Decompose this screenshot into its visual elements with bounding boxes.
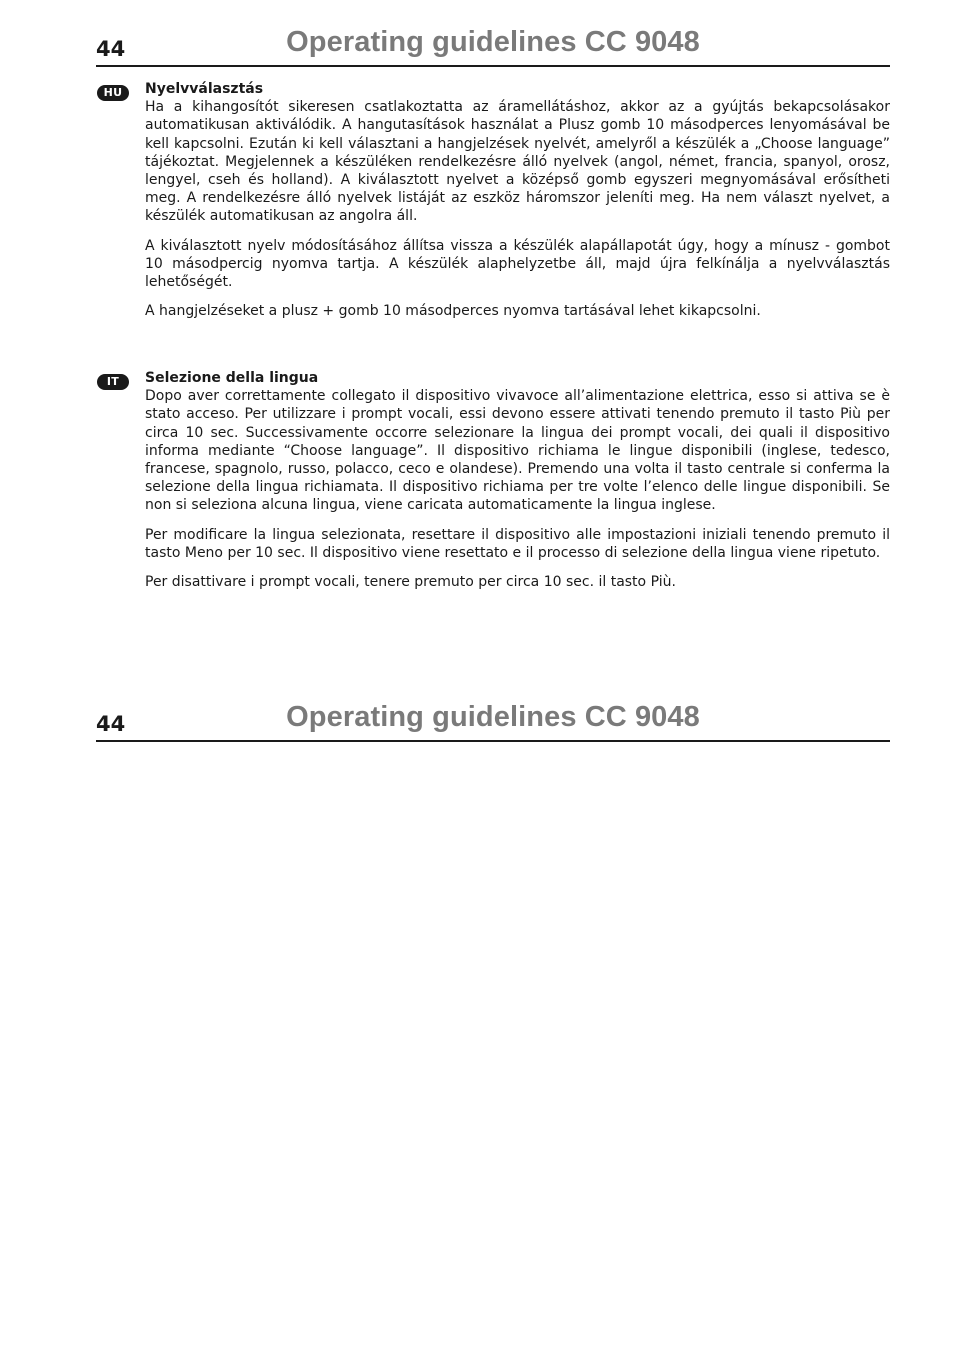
paragraph: Ha a kihangosítót sikeresen csatlakoztatta az áramellátáshoz, akkor az a gyújtás bekapcsolásakor automatikusan aktiválódik. A hangutasítások használat a Plusz gomb 10 másodperces lenyomásával be kell kapcsolni. Ezután ki kell választani a hangjelzések nyelvét, amelyről a készülék a „Choose language” tájékoztat. Megjelennek a készüléken rendelkezésre álló nyelvek (angol, német, francia, spanyol, orosz, lengyel, cseh és holland). A kiválasztott nyelvet a középső gomb egyszeri megnyomásával erősítheti meg. A rendelkezésre álló nyelvek listáját az eszköz háromszor jeleníti meg. Ha nem választ nyelvet, a készülék automatikusan az angolra áll. xyxy=(145,99,890,225)
page-title: Operating guidelines CC 9048 xyxy=(286,701,700,733)
paragraph: Per disattivare i prompt vocali, tenere premuto per circa 10 sec. il tasto Più. xyxy=(145,574,676,591)
page-header-repeat xyxy=(96,700,890,742)
page-number: 44 xyxy=(96,712,126,736)
section-italian xyxy=(145,369,890,602)
page-header xyxy=(96,25,890,67)
page-title: Operating guidelines CC 9048 xyxy=(286,26,700,58)
language-badge-hu: HU xyxy=(97,85,129,101)
section-heading: Selezione della lingua xyxy=(145,370,319,386)
language-badge-it: IT xyxy=(97,374,129,390)
page-number: 44 xyxy=(96,37,126,61)
paragraph: A kiválasztott nyelv módosításához állítsa vissza a készülék alapállapotát úgy, hogy a mínusz - gombot 10 másodpercig nyomva tartja. A készülék alaphelyzetbe áll, majd újra felkínálja a nyelvválasztás lehetőségét. xyxy=(145,237,890,291)
section-heading: Nyelvválasztás xyxy=(145,81,264,97)
section-hungarian xyxy=(145,80,890,331)
paragraph: A hangjelzéseket a plusz + gomb 10 másodperces nyomva tartásával lehet kikapcsolni. xyxy=(145,303,761,320)
paragraph: Per modificare la lingua selezionata, resettare il dispositivo alle impostazioni iniziali tenendo premuto il tasto Meno per 10 sec. Il dispositivo viene resettato e il processo di selezione della lingua viene ripetuto. xyxy=(145,526,890,561)
paragraph: Dopo aver correttamente collegato il dispositivo vivavoce all’alimentazione elettrica, esso si attiva se è stato acceso. Per utilizzare i prompt vocali, essi devono essere attivati tenendo premuto il tasto Più per circa 10 sec. Successivamente occorre selezionare la lingua dei prompt vocali, dei quali il dispositivo informa mediante “Choose language”. Il dispositivo richiama le lingue disponibili (inglese, tedesco, francese, spagnolo, russo, polacco, ceco e olandese). Premendo una volta il tasto centrale si conferma la selezione della lingua richiamata. Il dispositivo richiama per tre volte l’elenco delle lingue disponibili. Se non si seleziona alcuna lingua, viene caricata automaticamente la lingua inglese. xyxy=(145,388,890,514)
